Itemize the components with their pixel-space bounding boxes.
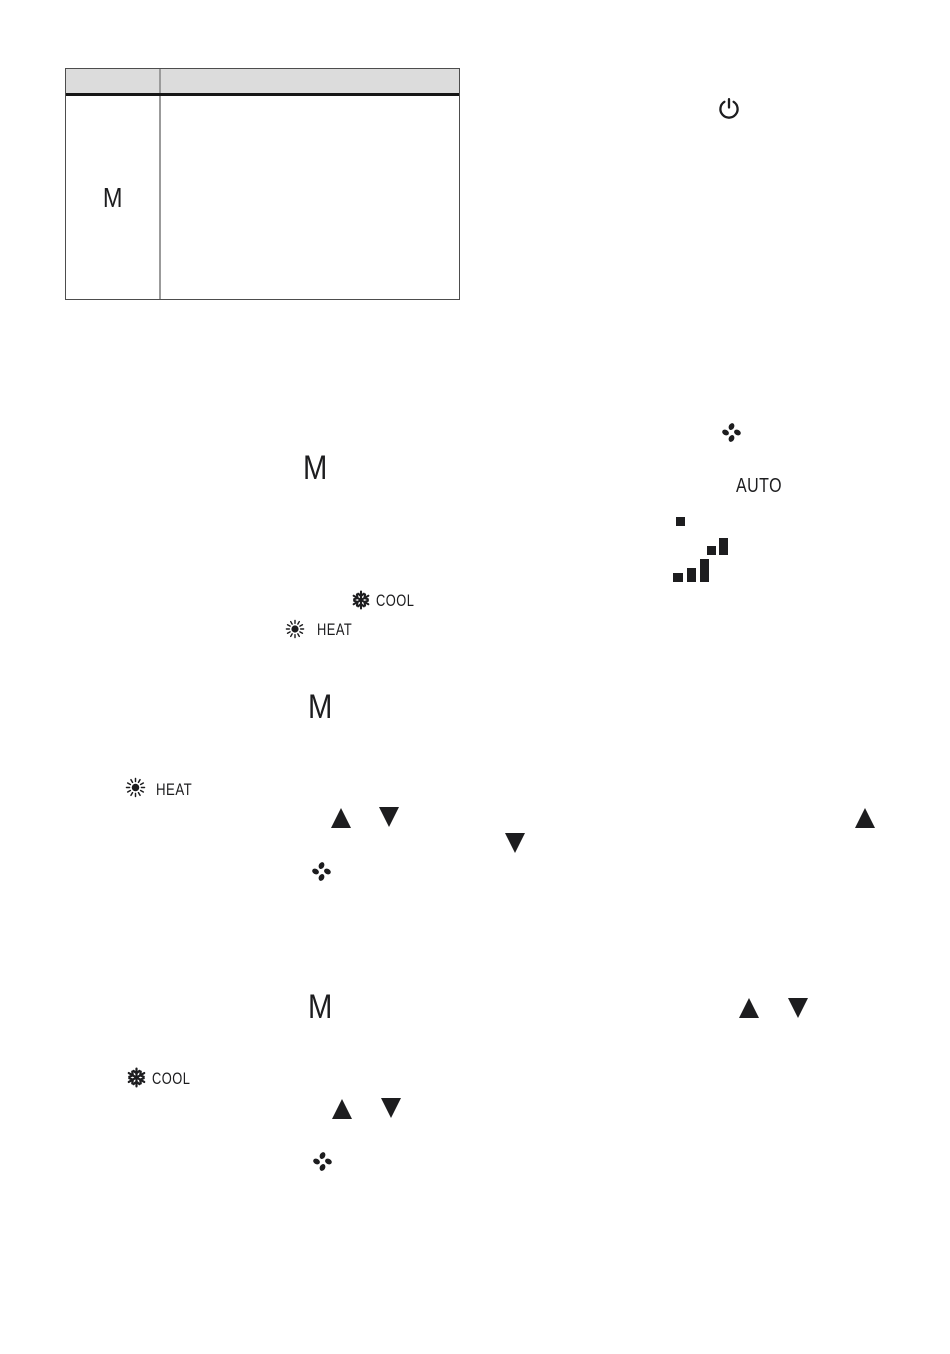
cool-label: COOL (376, 592, 415, 610)
triangle-up-icon (855, 808, 875, 828)
table-cell-description (161, 96, 459, 299)
triangle-up-icon (332, 1099, 352, 1119)
sun-icon (125, 777, 146, 798)
table-header-key (66, 69, 161, 93)
snowflake-icon (351, 590, 371, 610)
m-button-label: M (308, 688, 333, 726)
table-row (66, 96, 459, 299)
table-header-value (161, 69, 459, 93)
power-icon (717, 97, 741, 121)
triangle-down-icon (379, 807, 399, 827)
m-button-label: M (308, 988, 333, 1026)
m-button-label: M (102, 181, 123, 213)
fan-icon (310, 860, 333, 883)
m-button-label: M (303, 449, 328, 487)
modes-table (65, 68, 460, 300)
fan-speed-low-icon (676, 517, 685, 526)
fan-speed-high-icon (673, 559, 709, 582)
cool-label: COOL (152, 1070, 191, 1088)
triangle-up-icon (739, 998, 759, 1018)
table-header-row (66, 69, 459, 96)
triangle-down-icon (381, 1098, 401, 1118)
snowflake-icon (126, 1067, 147, 1088)
fan-icon (311, 1150, 334, 1173)
triangle-up-icon (331, 808, 351, 828)
auto-label: AUTO (736, 474, 783, 497)
triangle-down-icon (505, 833, 525, 853)
heat-label: HEAT (156, 780, 193, 799)
fan-icon (720, 421, 743, 444)
heat-label: HEAT (317, 621, 353, 639)
sun-icon (285, 619, 305, 639)
fan-speed-medium-icon (707, 538, 728, 555)
triangle-down-icon (788, 998, 808, 1018)
table-cell-mode-button (66, 96, 161, 299)
